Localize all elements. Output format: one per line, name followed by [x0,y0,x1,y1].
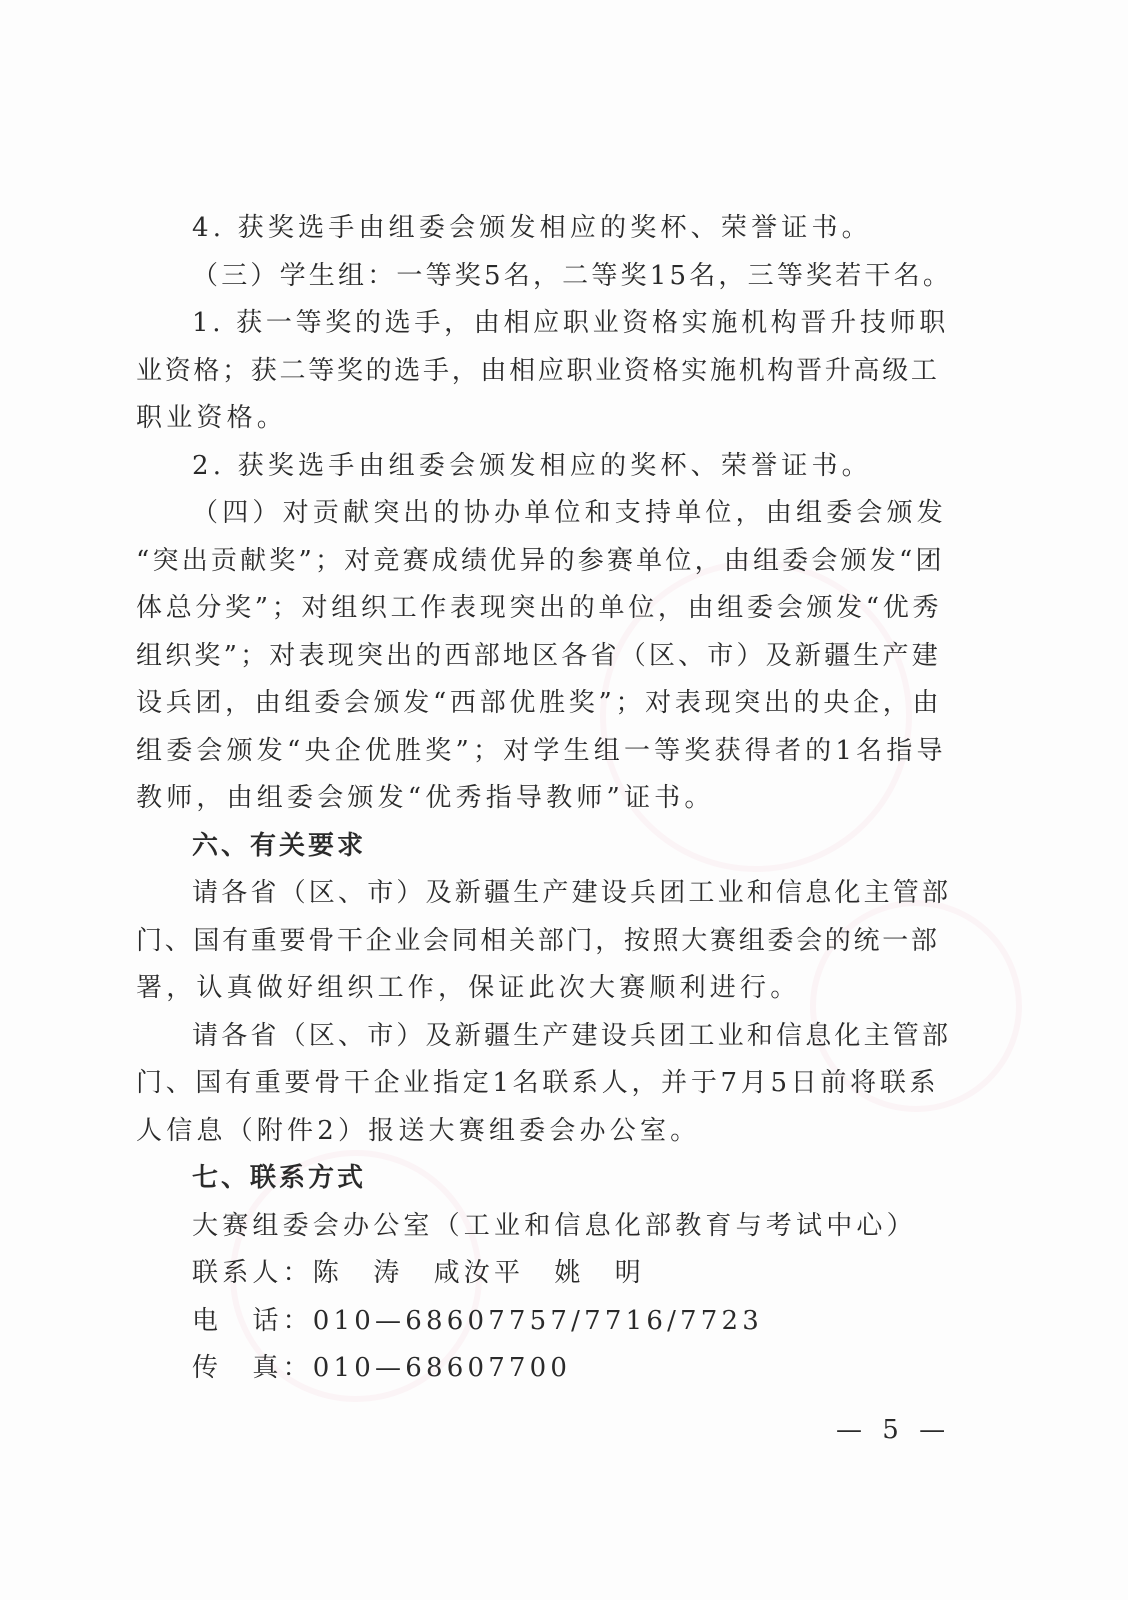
text-line: 门、国有重要骨干企业会同相关部门，按照大赛组委会的统一部 [136,925,940,956]
text-line: 设兵团，由组委会颁发“西部优胜奖”；对表现突出的央企，由 [136,688,943,718]
text-line: 4. 获奖选手由组委会颁发相应的奖杯、荣誉证书。 [192,213,872,243]
text-line: 1. 获一等奖的选手，由相应职业资格实施机构晋升技师职 [192,308,949,338]
text-line: 组织奖”；对表现突出的西部地区各省（区、市）及新疆生产建 [136,640,941,671]
text-line: 署，认真做好组织工作，保证此次大赛顺利进行。 [136,973,801,1003]
text-line: 电 话：010—68607757/7716/7723 [192,1305,764,1336]
text-line: 教师，由组委会颁发“优秀指导教师”证书。 [136,783,715,813]
text-line: （三）学生组：一等奖5名，二等奖15名，三等奖若干名。 [192,260,953,291]
section-heading: 六、有关要求 [192,830,367,861]
text-line: 业资格；获二等奖的选手，由相应职业资格实施机构晋升高级工 [136,355,940,386]
text-line: 大赛组委会办公室（工业和信息化部教育与考试中心） [192,1210,917,1241]
text-line: 传 真：010—68607700 [192,1353,572,1383]
text-line: 人信息（附件2）报送大赛组委会办公室。 [136,1115,701,1146]
text-line: 请各省（区、市）及新疆生产建设兵团工业和信息化主管部 [192,1020,952,1051]
text-line: 门、国有重要骨干企业指定1名联系人，并于7月5日前将联系 [136,1068,940,1098]
text-line: （四）对贡献突出的协办单位和支持单位，由组委会颁发 [192,498,948,528]
text-line: “突出贡献奖”；对竞赛成绩优异的参赛单位，由组委会颁发“团 [136,545,945,576]
document-body [136,205,952,1393]
text-line: 组委会颁发“央企优胜奖”；对学生组一等奖获得者的1名指导 [136,735,947,766]
page-number: — 5 — [836,1415,952,1445]
text-line: 职业资格。 [136,403,288,433]
text-line: 请各省（区、市）及新疆生产建设兵团工业和信息化主管部 [192,878,952,908]
text-line: 2. 获奖选手由组委会颁发相应的奖杯、荣誉证书。 [192,450,872,481]
text-line: 联系人：陈 涛 咸汝平 姚 明 [192,1258,646,1288]
text-line: 体总分奖”；对组织工作表现突出的单位，由组委会颁发“优秀 [136,593,943,623]
section-heading: 七、联系方式 [192,1163,367,1193]
